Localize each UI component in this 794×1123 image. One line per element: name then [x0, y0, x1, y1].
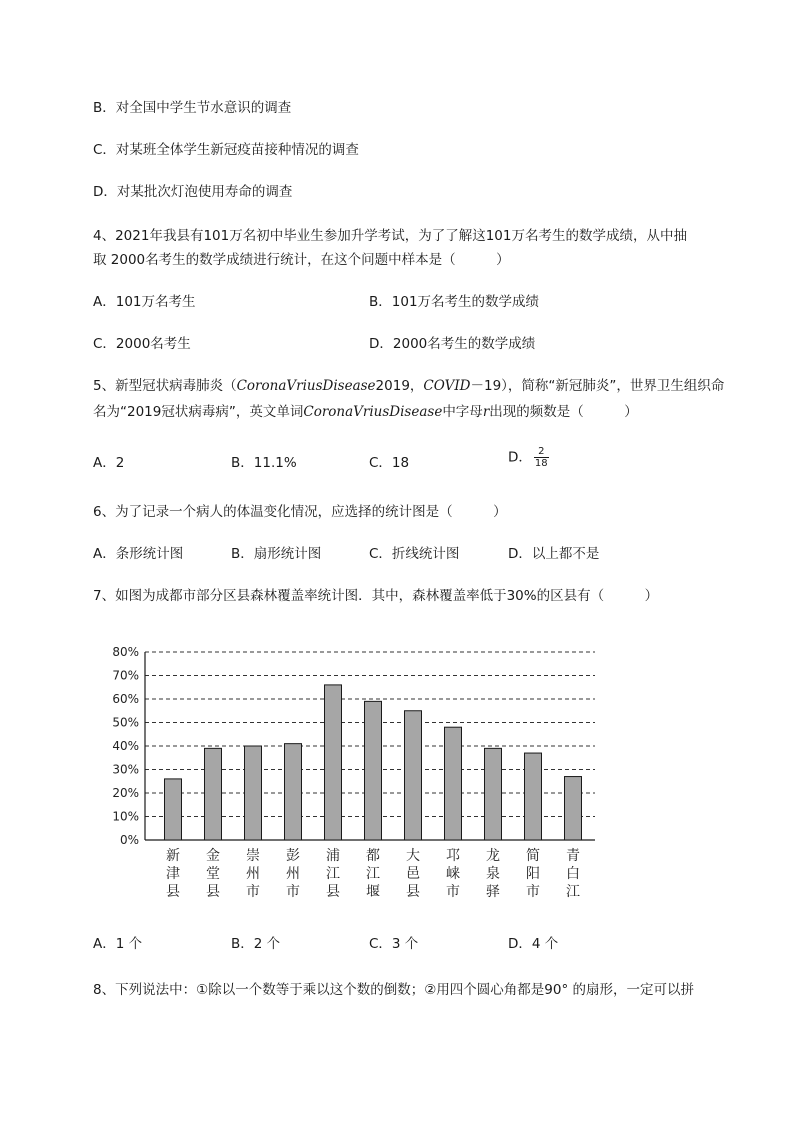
q5-option-c: C．18 — [369, 455, 410, 471]
x-tick-label: 市 — [246, 884, 260, 900]
bar — [565, 777, 582, 840]
option-b-text: B．对全国中学生节水意识的调查 — [93, 100, 292, 116]
x-tick-label: 简 — [526, 848, 540, 864]
x-tick-label: 邑 — [406, 866, 420, 882]
q4-option-a: A．101万名考生 — [93, 294, 196, 310]
y-tick-label: 40% — [112, 739, 139, 753]
x-tick-label: 州 — [286, 866, 300, 882]
bar — [365, 701, 382, 840]
question-4-line-2: 取 2000名考生的数学成绩进行统计，在这个问题中样本是（ ） — [93, 252, 510, 268]
x-tick-label: 崇 — [246, 848, 260, 864]
q5-letter-r: r — [482, 404, 490, 420]
x-tick-label: 江 — [566, 884, 580, 900]
q5-option-d — [508, 446, 549, 469]
x-tick-label: 堰 — [366, 884, 380, 900]
question-7-line-1: 7、如图为成都市部分区县森林覆盖率统计图．其中，森林覆盖率低于30%的区县有（ ） — [93, 588, 659, 604]
x-tick-label: 新 — [166, 848, 180, 864]
x-tick-label: 青 — [566, 848, 580, 864]
q5-text: 出现的频数是（ ） — [489, 404, 638, 420]
q5-option-b: B．11.1% — [231, 455, 297, 471]
y-tick-label: 60% — [112, 692, 139, 706]
q5-covid-italic: COVID — [423, 378, 471, 394]
question-8-line-1: 8、下列说法中：①除以一个数等于乘以这个数的倒数；②用四个圆心角都是90° 的扇形，一定可以拼 — [93, 982, 695, 998]
x-tick-label: 崃 — [446, 866, 460, 882]
bar — [445, 727, 462, 840]
bar — [245, 746, 262, 840]
y-tick-label: 0% — [119, 833, 139, 847]
x-tick-label: 金 — [206, 848, 220, 864]
x-tick-label: 阳 — [526, 866, 540, 882]
question-5-line-1 — [93, 376, 724, 396]
q5-option-d-prefix: D． — [508, 449, 532, 466]
bar — [485, 748, 502, 840]
y-tick-label: 30% — [112, 762, 139, 777]
x-tick-label: 县 — [166, 884, 180, 900]
x-tick-label: 白 — [566, 866, 580, 882]
x-tick-label: 县 — [206, 884, 220, 900]
x-tick-label: 江 — [366, 866, 380, 882]
q5-text: 中字母 — [442, 404, 483, 420]
q4-option-b: B．101万名考生的数学成绩 — [369, 294, 540, 310]
x-tick-label: 县 — [406, 884, 420, 900]
q5-text: 2019， — [375, 378, 424, 394]
q5-text: 名为“2019冠状病毒病”，英文单词 — [93, 404, 304, 420]
x-tick-label: 市 — [526, 884, 540, 900]
question-4-line-1: 4、2021年我县有101万名初中毕业生参加升学考试，为了了解这101万名考生的数学成绩，从中抽 — [93, 228, 687, 244]
q4-option-d: D．2000名考生的数学成绩 — [369, 336, 536, 352]
fraction-numerator: 2 — [534, 446, 549, 458]
bar — [165, 779, 182, 840]
y-tick-label: 20% — [112, 786, 139, 800]
q5-text: 5、新型冠状病毒肺炎（ — [93, 378, 237, 394]
q7-option-d: D．4 个 — [508, 936, 559, 952]
x-tick-label: 驿 — [486, 884, 500, 900]
x-tick-label: 津 — [166, 866, 180, 882]
q4-option-c: C．2000名考生 — [93, 336, 191, 352]
q5-word-italic: CoronaVriusDisease — [303, 404, 443, 420]
q7-option-a: A．1 个 — [93, 936, 143, 952]
y-tick-label: 80% — [112, 645, 139, 659]
x-tick-label: 江 — [326, 866, 340, 882]
x-tick-label: 堂 — [206, 866, 220, 882]
y-tick-label: 10% — [112, 809, 139, 824]
x-tick-label: 浦 — [326, 848, 340, 864]
fraction-denominator: 18 — [534, 458, 548, 469]
option-d-text: D．对某批次灯泡使用寿命的调查 — [93, 184, 293, 200]
q7-option-c: C．3 个 — [369, 936, 419, 952]
bar — [325, 685, 342, 840]
bar — [405, 711, 422, 840]
bar — [285, 744, 302, 840]
bar — [205, 748, 222, 840]
q6-option-a: A．条形统计图 — [93, 546, 184, 562]
question-5-line-2 — [93, 402, 638, 422]
x-tick-label: 州 — [246, 866, 260, 882]
q5-text: －19），简称“新冠肺炎”，世界卫生组织命 — [470, 378, 725, 394]
x-tick-label: 都 — [366, 848, 380, 864]
x-tick-label: 市 — [446, 884, 460, 900]
x-tick-label: 市 — [286, 884, 300, 900]
x-tick-label: 龙 — [486, 848, 500, 864]
q6-option-b: B．扇形统计图 — [231, 546, 322, 562]
q6-option-d: D．以上都不是 — [508, 546, 600, 562]
q5-word-italic: CoronaVriusDisease — [236, 378, 376, 394]
q6-option-c: C．折线统计图 — [369, 546, 460, 562]
x-tick-label: 县 — [326, 884, 340, 900]
forest-coverage-bar-chart — [100, 640, 600, 905]
question-6-line-1: 6、为了记录一个病人的体温变化情况，应选择的统计图是（ ） — [93, 504, 507, 520]
q7-option-b: B．2 个 — [231, 936, 281, 952]
x-tick-label: 邛 — [446, 848, 460, 864]
y-tick-label: 50% — [112, 715, 139, 730]
y-tick-label: 70% — [112, 668, 139, 683]
q5-option-a: A．2 — [93, 455, 125, 471]
fraction — [534, 446, 549, 469]
x-tick-label: 大 — [406, 848, 420, 864]
x-tick-label: 泉 — [486, 866, 500, 882]
bar — [525, 753, 542, 840]
option-c-text: C．对某班全体学生新冠疫苗接种情况的调查 — [93, 142, 359, 158]
x-tick-label: 彭 — [286, 848, 300, 864]
